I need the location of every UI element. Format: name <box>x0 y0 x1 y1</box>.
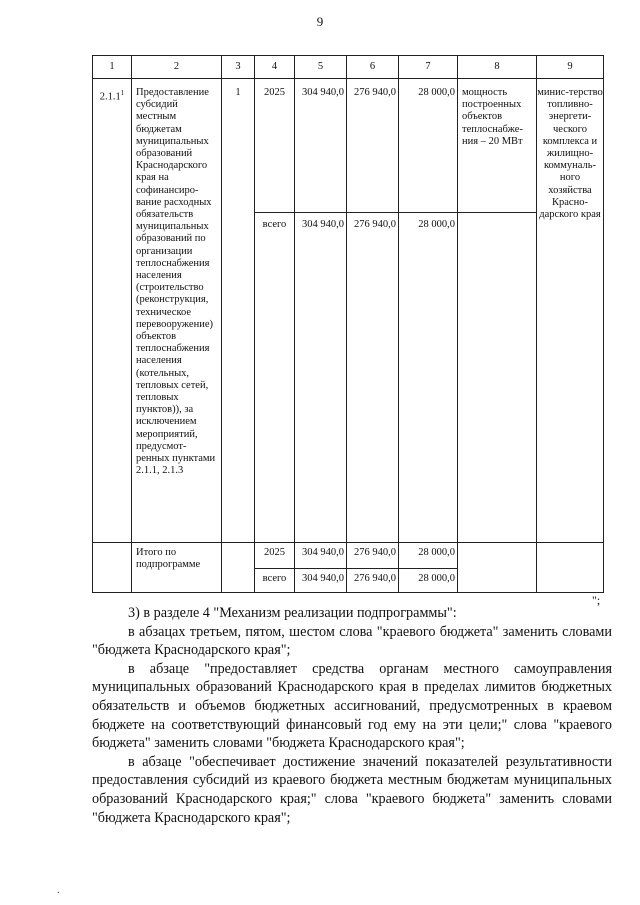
header-cell: 7 <box>399 56 458 79</box>
header-cell: 5 <box>295 56 347 79</box>
total-empty-cell <box>222 543 255 593</box>
total-value-total: 304 940,0 <box>295 543 347 569</box>
row-value-regional: 276 940,0 <box>347 213 399 543</box>
total-empty-cell <box>93 543 132 593</box>
paragraph: 3) в разделе 4 "Механизм реализации подпрограммы": <box>128 605 457 621</box>
row-indicator: мощность построенных объектов теплоснабже-ния – 20 МВт <box>458 79 537 213</box>
row-indicator-empty <box>458 213 537 543</box>
header-cell: 8 <box>458 56 537 79</box>
row-year: 2025 <box>255 79 295 213</box>
total-value-regional: 276 940,0 <box>347 569 399 593</box>
paragraph: в абзаце "обеспечивает достижение значений показателей результативности предоставления субсидий из краевого бюджета местным бюджетам муниципальных образований Краснодарского края;" слова "краевого бюджета" заменить словами "бюджета Краснодарского края"; <box>92 753 612 826</box>
total-value-regional: 276 940,0 <box>347 543 399 569</box>
header-cell: 3 <box>222 56 255 79</box>
total-value-local: 28 000,0 <box>399 569 458 593</box>
header-cell: 1 <box>93 56 132 79</box>
program-table <box>92 55 604 593</box>
header-cell: 2 <box>132 56 222 79</box>
total-value-total: 304 940,0 <box>295 569 347 593</box>
paragraph: в абзаце "предоставляет средства органам местного самоуправления муниципальных образований Краснодарского края в пределах лимитов бюджетных обязательств и объемов бюджетных ассигнований, предусмотренных в краевом бюджете на соответствующий финансовый год ему на эти цели;" слова "краевого бюджета" заменить словами "бюджета Краснодарского края"; <box>92 660 612 752</box>
row-value-total: 304 940,0 <box>295 213 347 543</box>
amendment-text <box>92 604 612 827</box>
total-label: Итого по подпрограмме <box>132 543 222 593</box>
row-value-local: 28 000,0 <box>399 213 458 543</box>
row-value-total: 304 940,0 <box>295 79 347 213</box>
total-row <box>93 543 604 569</box>
table-row <box>93 79 604 213</box>
total-empty-cell <box>537 543 604 593</box>
row-value-local: 28 000,0 <box>399 79 458 213</box>
total-year: всего <box>255 569 295 593</box>
row-number: 2.1.1$^1$ <box>93 79 132 543</box>
closing-quote-mark: "; <box>592 593 601 607</box>
row-col3: 1 <box>222 79 255 543</box>
paragraph: в абзацах третьем, пятом, шестом слова "краевого бюджета" заменить словами "бюджета Краснодарского края"; <box>92 623 612 659</box>
header-cell: 4 <box>255 56 295 79</box>
total-year: 2025 <box>255 543 295 569</box>
page-number: 9 <box>316 14 324 29</box>
total-value-local: 28 000,0 <box>399 543 458 569</box>
header-cell: 6 <box>347 56 399 79</box>
header-cell: 9 <box>537 56 604 79</box>
row-year: всего <box>255 213 295 543</box>
row-executor: минис-терство топливно-энергети-ческого комплекса и жилищно-коммуналь-ного хозяйства Красно-дарского края <box>537 79 604 543</box>
row-value-regional: 276 940,0 <box>347 79 399 213</box>
row-description: Предоставление субсидий местным бюджетам муниципальных образований Краснодарского края на софинансиро-вание расходных обязательств муниципальных образований по организации теплоснабжения населения (строительство (реконструкция, техническое перевооружение) объектов теплоснабжения населения (котельных, тепловых сетей, тепловых пунктов)), за исключением мероприятий, предусмот-ренных пунктами 2.1.1, 2.1.3 <box>132 79 222 543</box>
table-header-row <box>93 56 604 79</box>
total-empty-cell <box>458 543 537 593</box>
margin-mark: . <box>57 885 60 896</box>
